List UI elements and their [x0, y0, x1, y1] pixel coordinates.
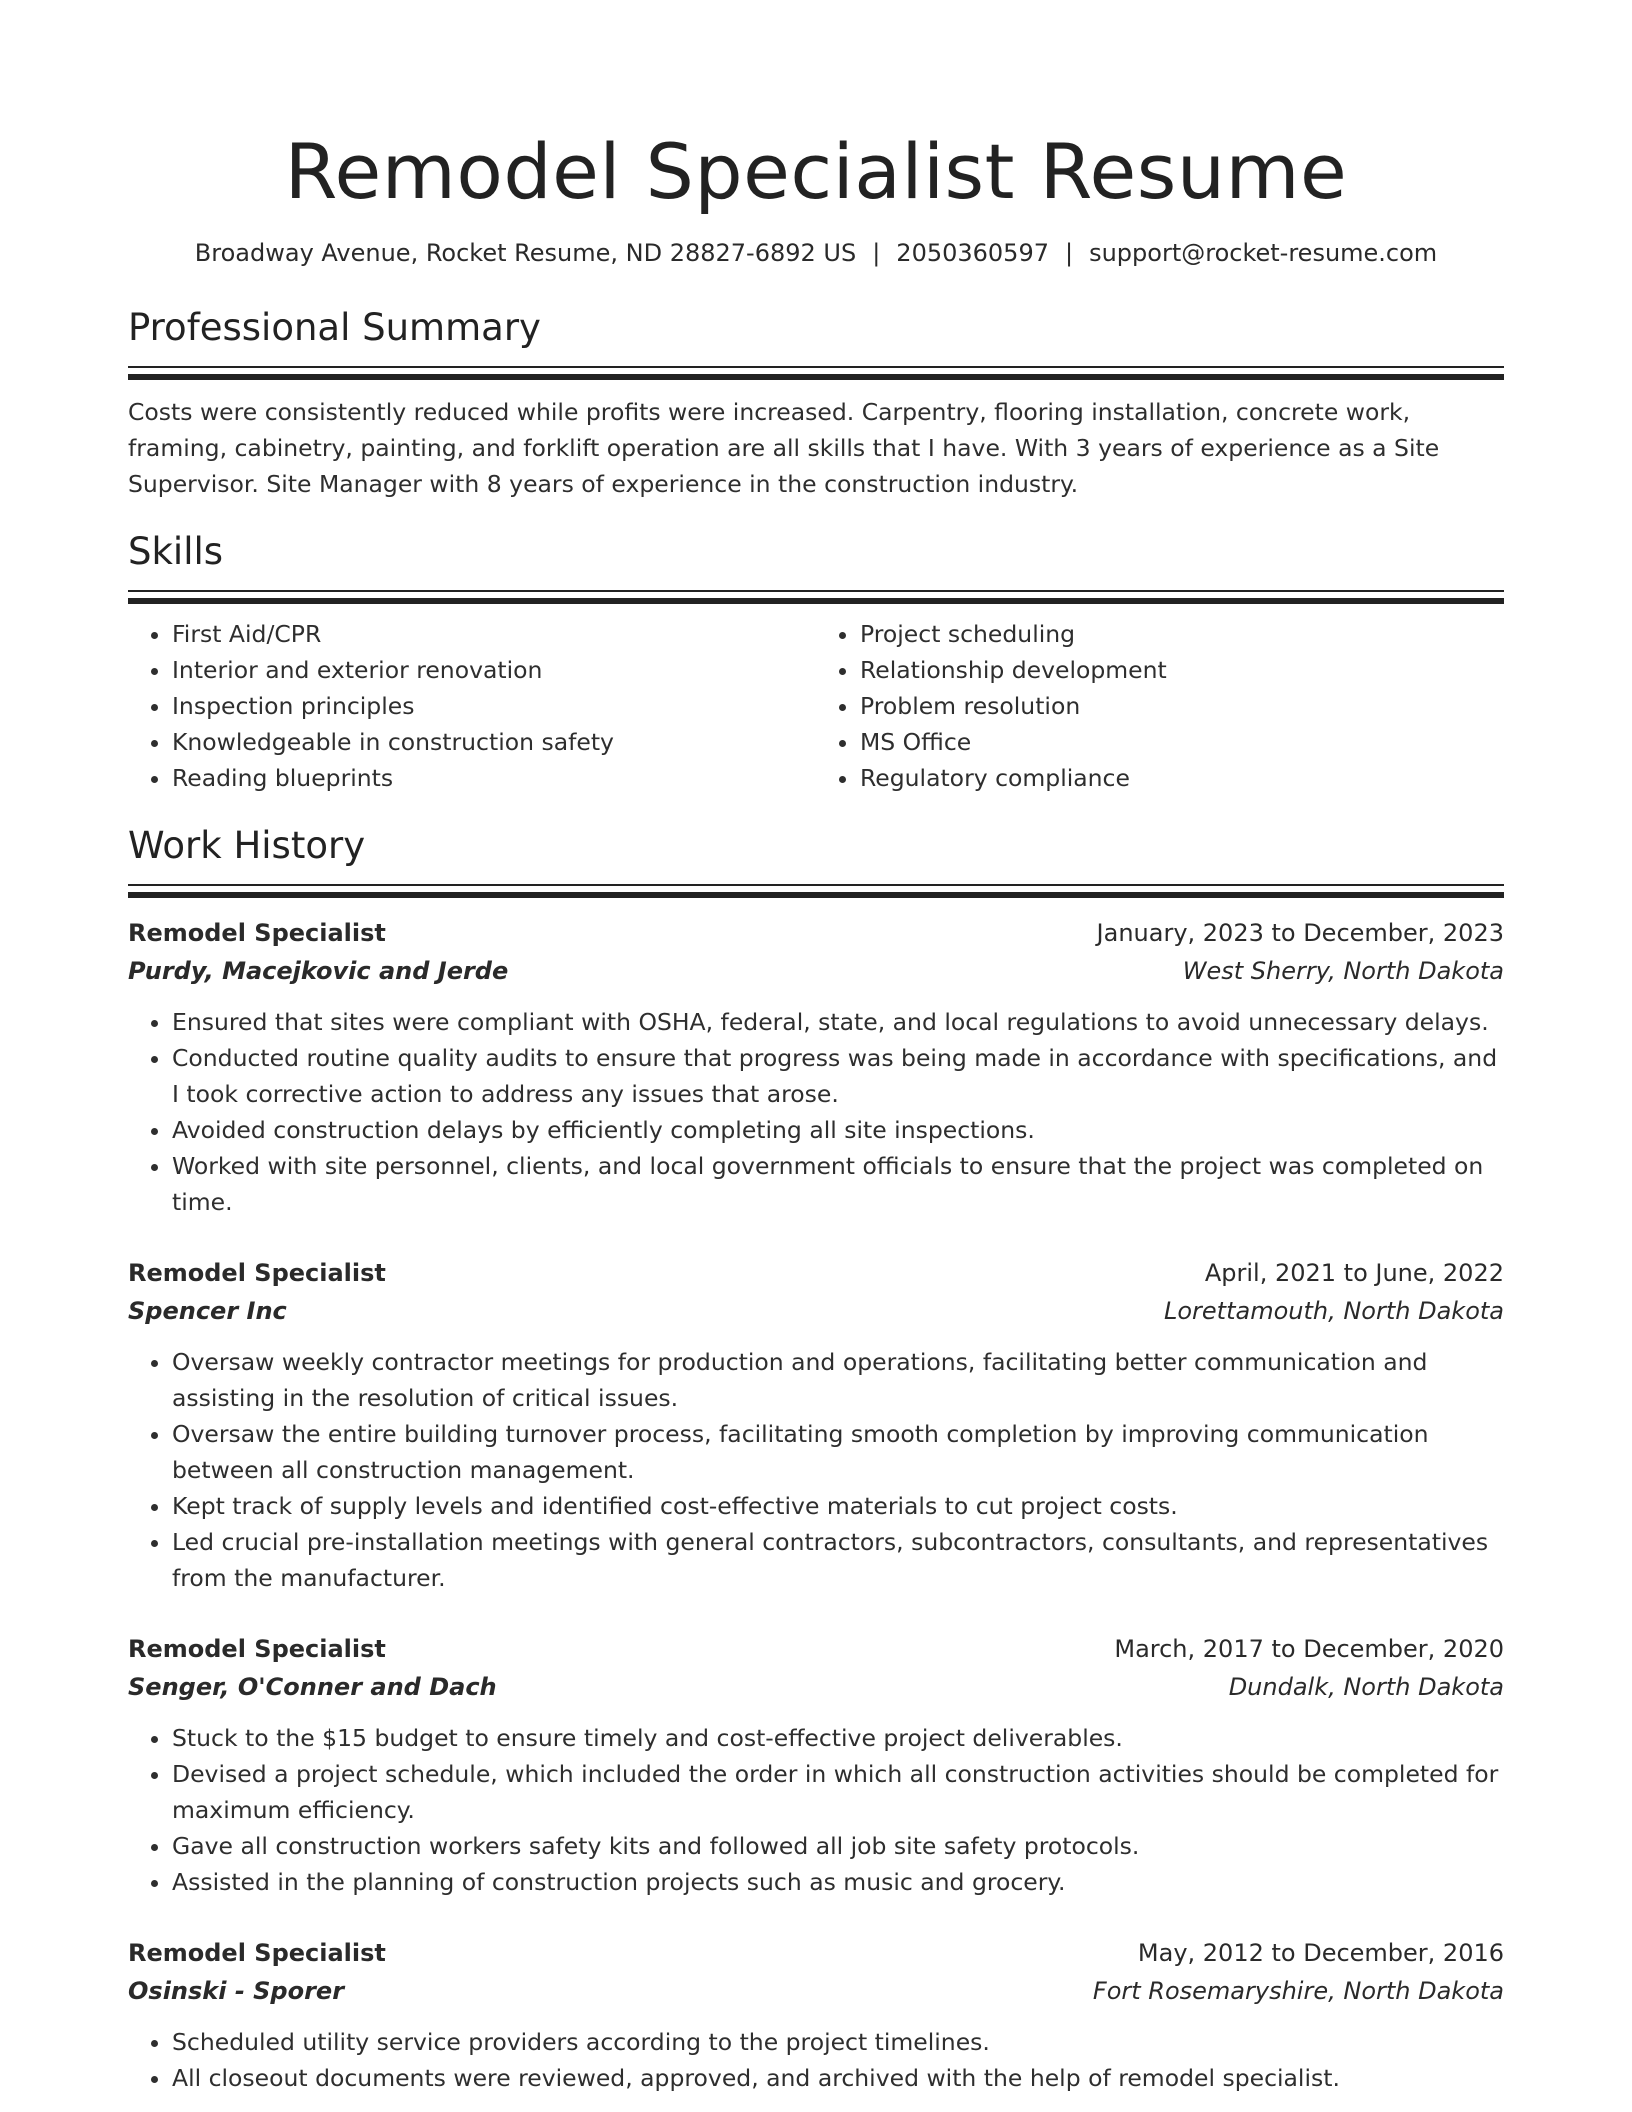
- job-location: West Sherry, North Dakota: [1182, 957, 1504, 985]
- skill-item: • Project scheduling: [860, 616, 1504, 652]
- contact-phone: 2050360597: [896, 239, 1049, 267]
- job-title: Remodel Specialist: [128, 1939, 386, 1967]
- skill-item: • Reading blueprints: [172, 760, 816, 796]
- job-location: Fort Rosemaryshire, North Dakota: [1092, 1977, 1504, 2005]
- job-company: Senger, O'Conner and Dach: [128, 1673, 497, 1701]
- job-bullet: • Devised a project schedule, which included the order in which all construction activities should be completed for maximum efficiency.: [172, 1756, 1504, 1828]
- job-entry: [128, 1254, 1504, 1596]
- job-bullet: • Avoided construction delays by efficiently completing all site inspections.: [172, 1112, 1504, 1148]
- skill-item: • MS Office: [860, 724, 1504, 760]
- job-company: Purdy, Macejkovic and Jerde: [128, 957, 509, 985]
- skill-item: • First Aid/CPR: [172, 616, 816, 652]
- job-bullet: • Gave all construction workers safety kits and followed all job site safety protocols.: [172, 1828, 1504, 1864]
- skills-list-left: [128, 616, 816, 796]
- section-divider: [128, 366, 1504, 380]
- job-bullets: [128, 1720, 1504, 1900]
- contact-address: Broadway Avenue, Rocket Resume, ND 28827-6892 US: [194, 239, 857, 267]
- job-dates: April, 2021 to June, 2022: [1204, 1259, 1504, 1287]
- job-dates: March, 2017 to December, 2020: [1114, 1635, 1504, 1663]
- job-title: Remodel Specialist: [128, 1259, 386, 1287]
- job-bullet: • Conducted routine quality audits to ensure that progress was being made in accordance with specifications, and I took corrective action to address any issues that arose.: [172, 1040, 1504, 1112]
- contact-separator: |: [1065, 239, 1074, 267]
- skill-item: • Problem resolution: [860, 688, 1504, 724]
- section-divider: [128, 590, 1504, 604]
- contact-separator: |: [872, 239, 881, 267]
- summary-text: Costs were consistently reduced while profits were increased. Carpentry, flooring installation, concrete work, framing, cabinetry, painting, and forklift operation are all skills that I have. With 3 years of experience as a Site Supervisor. Site Manager with 8 years of experience in the construction industry.: [128, 398, 1440, 498]
- section-divider: [128, 884, 1504, 898]
- job-bullet: • Scheduled utility service providers according to the project timelines.: [172, 2024, 1504, 2060]
- skill-item: • Knowledgeable in construction safety: [172, 724, 816, 760]
- job-bullet: • Stuck to the $15 budget to ensure timely and cost-effective project deliverables.: [172, 1720, 1504, 1756]
- skills-columns: [128, 616, 1504, 796]
- contact-email: support@rocket-resume.com: [1089, 239, 1438, 267]
- job-bullets: [128, 1004, 1504, 1220]
- work-history-section: [128, 822, 1504, 2096]
- skill-item: • Regulatory compliance: [860, 760, 1504, 796]
- job-bullet: • Worked with site personnel, clients, and local government officials to ensure that the project was completed on time.: [172, 1148, 1504, 1220]
- contact-line: [128, 236, 1504, 270]
- section-heading-skills: Skills: [128, 530, 224, 573]
- skill-item: • Inspection principles: [172, 688, 816, 724]
- job-company: Spencer Inc: [128, 1297, 287, 1325]
- job-dates: January, 2023 to December, 2023: [1096, 919, 1504, 947]
- job-company: Osinski - Sporer: [128, 1977, 345, 2005]
- section-heading-summary: Professional Summary: [128, 306, 541, 349]
- job-title: Remodel Specialist: [128, 1635, 386, 1663]
- job-bullet: • Oversaw weekly contractor meetings for production and operations, facilitating better communication and assisting in the resolution of critical issues.: [172, 1344, 1504, 1416]
- job-bullet: • Assisted in the planning of construction projects such as music and grocery.: [172, 1864, 1504, 1900]
- job-entry: [128, 1934, 1504, 2096]
- job-entry: [128, 1630, 1504, 1900]
- job-bullet: • Kept track of supply levels and identified cost-effective materials to cut project costs.: [172, 1488, 1504, 1524]
- job-bullet: • Led crucial pre-installation meetings with general contractors, subcontractors, consultants, and representatives from the manufacturer.: [172, 1524, 1504, 1596]
- resume-title: Remodel Specialist Resume: [284, 127, 1348, 216]
- job-bullet: • All closeout documents were reviewed, approved, and archived with the help of remodel specialist.: [172, 2060, 1504, 2096]
- job-entry: [128, 914, 1504, 1220]
- section-heading-work-history: Work History: [128, 824, 366, 867]
- job-bullet: • Ensured that sites were compliant with OSHA, federal, state, and local regulations to avoid unnecessary delays.: [172, 1004, 1504, 1040]
- job-bullet: • Oversaw the entire building turnover process, facilitating smooth completion by improving communication between all construction management.: [172, 1416, 1504, 1488]
- skills-list-right: [816, 616, 1504, 796]
- job-location: Dundalk, North Dakota: [1228, 1673, 1504, 1701]
- resume-page: [128, 0, 1504, 2096]
- job-dates: May, 2012 to December, 2016: [1137, 1939, 1504, 1967]
- job-bullets: [128, 1344, 1504, 1596]
- professional-summary-section: [128, 304, 1504, 502]
- job-title: Remodel Specialist: [128, 919, 386, 947]
- job-location: Lorettamouth, North Dakota: [1163, 1297, 1504, 1325]
- skill-item: • Interior and exterior renovation: [172, 652, 816, 688]
- skills-section: [128, 528, 1504, 796]
- job-bullets: [128, 2024, 1504, 2096]
- skill-item: • Relationship development: [860, 652, 1504, 688]
